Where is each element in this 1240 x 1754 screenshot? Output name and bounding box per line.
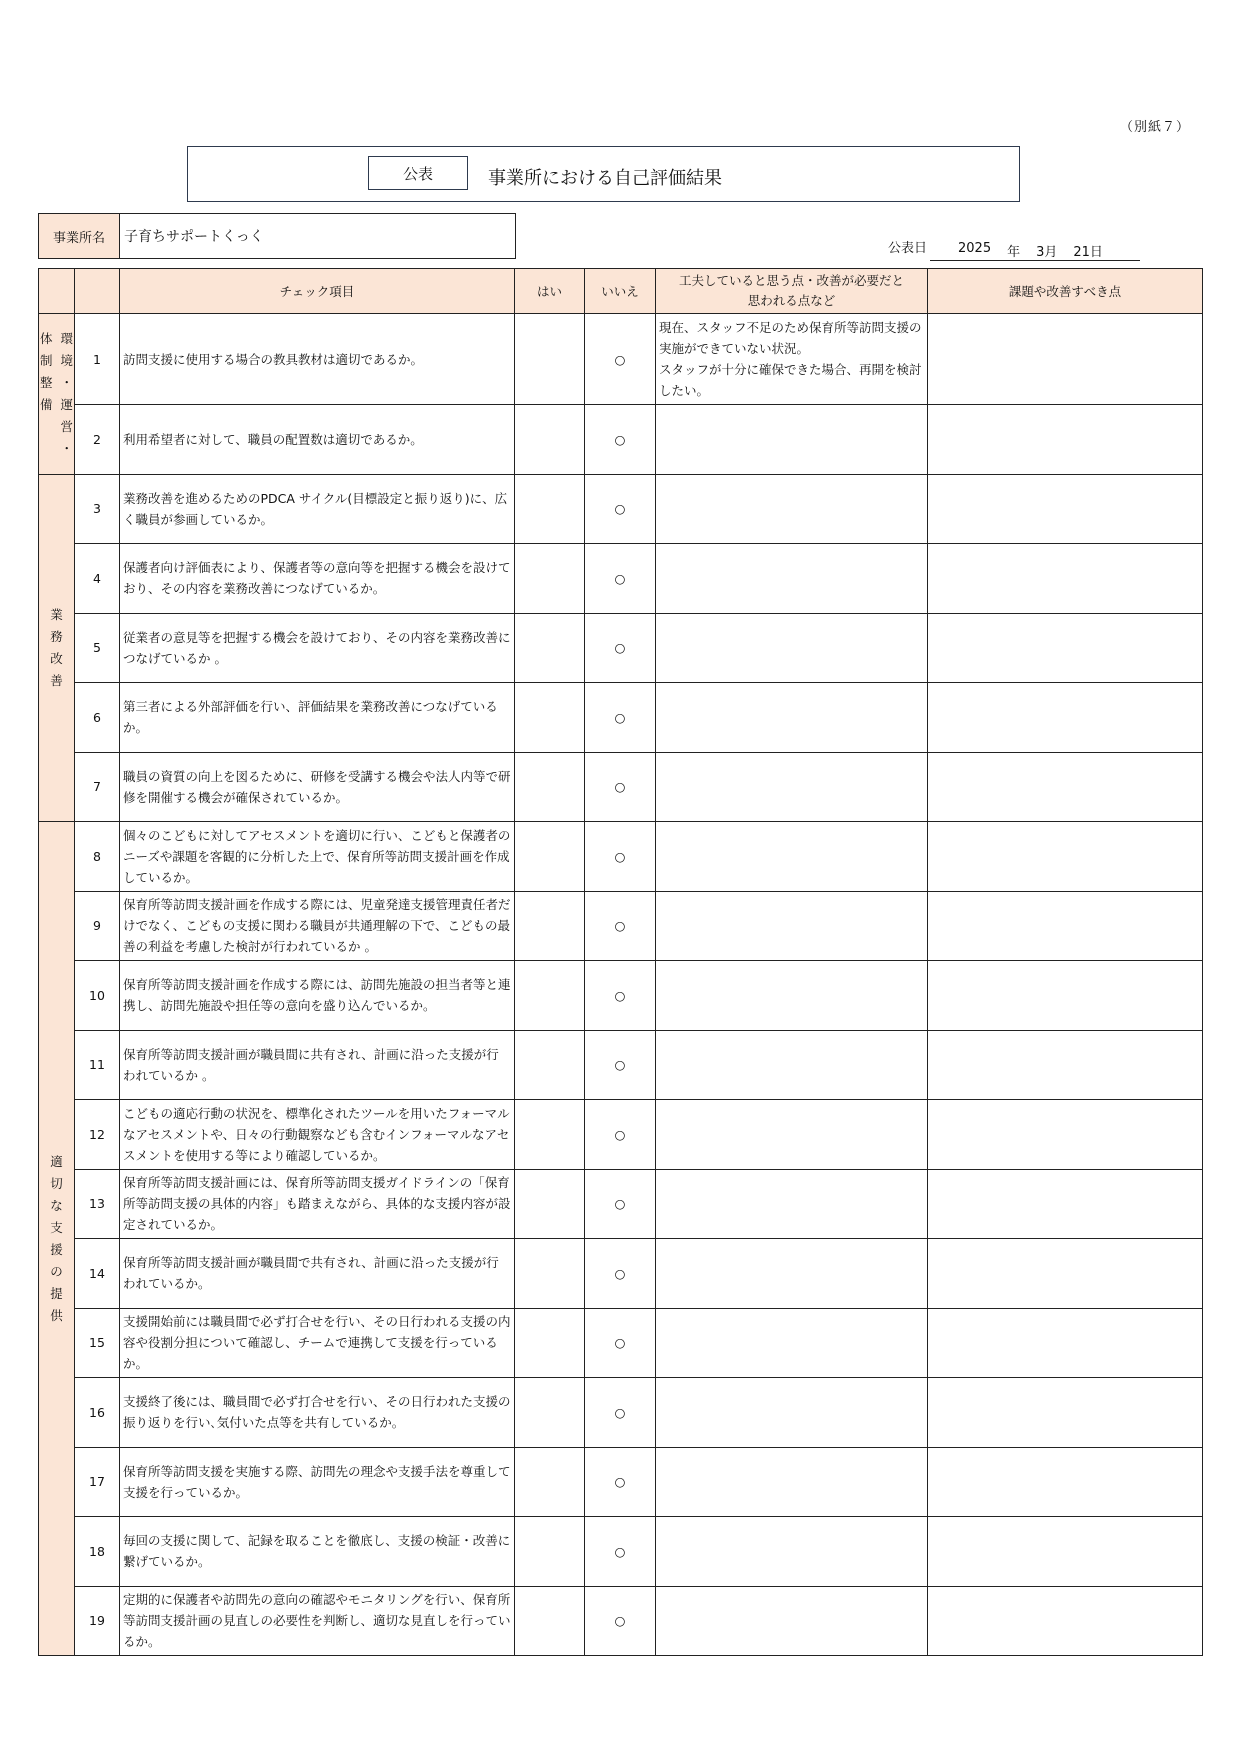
efforts-cell bbox=[656, 544, 928, 614]
check-item-text: 保育所等訪問支援計画を作成する際には、訪問先施設の担当者等と連携し、訪問先施設や担任等の意向を盛り込んでいるか。 bbox=[120, 961, 515, 1031]
category-char: ・ bbox=[60, 374, 74, 390]
yes-cell bbox=[515, 961, 585, 1031]
row-number: 17 bbox=[75, 1447, 120, 1517]
table-row bbox=[39, 1378, 1203, 1448]
row-number: 12 bbox=[75, 1100, 120, 1170]
header-no: いいえ bbox=[585, 269, 656, 314]
no-cell: ○ bbox=[585, 1517, 656, 1587]
row-number: 8 bbox=[75, 822, 120, 892]
category-char: ・ bbox=[60, 440, 74, 456]
category-char: な bbox=[50, 1197, 63, 1213]
business-name-value: 子育ちサポートくっく bbox=[124, 229, 264, 245]
efforts-cell bbox=[656, 683, 928, 753]
row-number: 6 bbox=[75, 683, 120, 753]
publication-month: 3月 bbox=[1036, 245, 1058, 260]
yes-cell bbox=[515, 1586, 585, 1656]
issues-cell bbox=[928, 1378, 1203, 1448]
no-cell: ○ bbox=[585, 1239, 656, 1309]
efforts-cell bbox=[656, 474, 928, 544]
attachment-note: （別紙７） bbox=[1119, 120, 1190, 135]
issues-cell bbox=[928, 405, 1203, 475]
no-cell: ○ bbox=[585, 613, 656, 683]
yes-cell bbox=[515, 1239, 585, 1309]
check-item-text: 職員の資質の向上を図るために、研修を受講する機会や法人内等で研修を開催する機会が確保されているか。 bbox=[120, 752, 515, 822]
row-number: 7 bbox=[75, 752, 120, 822]
publication-date-line bbox=[930, 241, 1140, 261]
issues-cell bbox=[928, 1517, 1203, 1587]
yes-cell bbox=[515, 1517, 585, 1587]
header-issues: 課題や改善すべき点 bbox=[928, 269, 1203, 314]
yes-cell bbox=[515, 1169, 585, 1239]
row-number: 3 bbox=[75, 474, 120, 544]
category-char: 体 bbox=[39, 330, 53, 346]
category-char: 支 bbox=[50, 1219, 63, 1235]
table-row bbox=[39, 1447, 1203, 1517]
efforts-cell: 現在、スタッフ不足のため保育所等訪問支援の実施ができていない状況。 スタッフが十分に確保できた場合、再開を検討したい。 bbox=[656, 314, 928, 405]
no-cell: ○ bbox=[585, 683, 656, 753]
issues-cell bbox=[928, 752, 1203, 822]
check-item-text: 利用希望者に対して、職員の配置数は適切であるか。 bbox=[120, 405, 515, 475]
no-cell: ○ bbox=[585, 1100, 656, 1170]
check-item-text: 毎回の支援に関して、記録を取ることを徹底し、支援の検証・改善に繋げているか。 bbox=[120, 1517, 515, 1587]
table-row bbox=[39, 613, 1203, 683]
issues-cell bbox=[928, 613, 1203, 683]
publication-date bbox=[888, 237, 1140, 261]
category-char: 営 bbox=[60, 418, 74, 434]
yes-cell bbox=[515, 544, 585, 614]
no-cell: ○ bbox=[585, 1447, 656, 1517]
issues-cell bbox=[928, 474, 1203, 544]
efforts-cell bbox=[656, 1030, 928, 1100]
category-char: 整 bbox=[39, 374, 53, 390]
check-item-text: 保育所等訪問支援を実施する際、訪問先の理念や支援手法を尊重して支援を行っているか。 bbox=[120, 1447, 515, 1517]
no-cell: ○ bbox=[585, 405, 656, 475]
check-item-text: 保護者向け評価表により、保護者等の意向等を把握する機会を設けており、その内容を業務改善につなげているか。 bbox=[120, 544, 515, 614]
efforts-cell bbox=[656, 613, 928, 683]
yes-cell bbox=[515, 1100, 585, 1170]
category-char: 運 bbox=[60, 396, 74, 412]
page-title: 事業所における自己評価結果 bbox=[488, 168, 722, 189]
no-cell: ○ bbox=[585, 822, 656, 892]
header-efforts-line1: 工夫していると思う点・改善が必要だと bbox=[678, 273, 904, 288]
header-efforts-line2: 思われる点など bbox=[747, 293, 836, 308]
efforts-cell bbox=[656, 1308, 928, 1378]
efforts-cell bbox=[656, 1169, 928, 1239]
business-name-box bbox=[38, 213, 516, 259]
check-item-text: 保育所等訪問支援計画を作成する際には、児童発達支援管理責任者だけでなく、こどもの支援に関わる職員が共通理解の下で、こどもの最善の利益を考慮した検討が行われているか 。 bbox=[120, 891, 515, 961]
no-cell: ○ bbox=[585, 1169, 656, 1239]
table-row bbox=[39, 1239, 1203, 1309]
row-number: 18 bbox=[75, 1517, 120, 1587]
no-cell: ○ bbox=[585, 1030, 656, 1100]
issues-cell bbox=[928, 1447, 1203, 1517]
table-row bbox=[39, 1100, 1203, 1170]
category-char: 環 bbox=[60, 330, 74, 346]
row-number: 19 bbox=[75, 1586, 120, 1656]
row-number: 5 bbox=[75, 613, 120, 683]
table-row bbox=[39, 1169, 1203, 1239]
efforts-cell bbox=[656, 752, 928, 822]
publication-date-label: 公表日 bbox=[888, 241, 928, 256]
table-row bbox=[39, 752, 1203, 822]
category-char: 改 bbox=[50, 650, 63, 666]
efforts-cell bbox=[656, 891, 928, 961]
yes-cell bbox=[515, 405, 585, 475]
yes-cell bbox=[515, 1447, 585, 1517]
public-label: 公表 bbox=[368, 156, 468, 190]
title-box bbox=[187, 146, 1020, 202]
issues-cell bbox=[928, 1239, 1203, 1309]
issues-cell bbox=[928, 1030, 1203, 1100]
check-item-text: 保育所等訪問支援計画が職員間で共有され、計画に沿った支援が行われているか。 bbox=[120, 1239, 515, 1309]
row-number: 2 bbox=[75, 405, 120, 475]
issues-cell bbox=[928, 314, 1203, 405]
check-item-text: 保育所等訪問支援計画が職員間に共有され、計画に沿った支援が行われているか 。 bbox=[120, 1030, 515, 1100]
no-cell: ○ bbox=[585, 1586, 656, 1656]
row-number: 1 bbox=[75, 314, 120, 405]
category-char: 提 bbox=[50, 1285, 63, 1301]
yes-cell bbox=[515, 1030, 585, 1100]
issues-cell bbox=[928, 822, 1203, 892]
issues-cell bbox=[928, 683, 1203, 753]
check-item-text: 訪問支援に使用する場合の教具教材は適切であるか。 bbox=[120, 314, 515, 405]
check-item-text: 定期的に保護者や訪問先の意向の確認やモニタリングを行い、保育所等訪問支援計画の見直しの必要性を判断し、適切な見直しを行っているか。 bbox=[120, 1586, 515, 1656]
yes-cell bbox=[515, 683, 585, 753]
table-row bbox=[39, 822, 1203, 892]
category-char: 備 bbox=[39, 396, 53, 412]
yes-cell bbox=[515, 1378, 585, 1448]
category-environment-operation bbox=[39, 314, 75, 475]
table-row bbox=[39, 1030, 1203, 1100]
table-row bbox=[39, 961, 1203, 1031]
row-number: 11 bbox=[75, 1030, 120, 1100]
efforts-cell bbox=[656, 1517, 928, 1587]
issues-cell bbox=[928, 961, 1203, 1031]
efforts-cell bbox=[656, 405, 928, 475]
category-char: の bbox=[50, 1263, 63, 1279]
category-appropriate-support bbox=[39, 822, 75, 1656]
table-row bbox=[39, 1517, 1203, 1587]
table-row bbox=[39, 683, 1203, 753]
check-item-text: 従業者の意見等を把握する機会を設けており、その内容を業務改善につなげているか 。 bbox=[120, 613, 515, 683]
check-item-text: 個々のこどもに対してアセスメントを適切に行い、こどもと保護者のニーズや課題を客観的に分析した上で、保育所等訪問支援計画を作成しているか。 bbox=[120, 822, 515, 892]
category-char: 制 bbox=[39, 352, 53, 368]
yes-cell bbox=[515, 613, 585, 683]
table-header-row bbox=[39, 269, 1203, 314]
row-number: 15 bbox=[75, 1308, 120, 1378]
category-char: 適 bbox=[50, 1153, 63, 1169]
check-item-text: 第三者による外部評価を行い、評価結果を業務改善につなげているか。 bbox=[120, 683, 515, 753]
issues-cell bbox=[928, 544, 1203, 614]
no-cell: ○ bbox=[585, 474, 656, 544]
issues-cell bbox=[928, 1308, 1203, 1378]
efforts-cell bbox=[656, 1586, 928, 1656]
header-category bbox=[39, 269, 75, 314]
efforts-cell bbox=[656, 1447, 928, 1517]
publication-year: 2025 bbox=[958, 241, 992, 256]
no-cell: ○ bbox=[585, 1308, 656, 1378]
yes-cell bbox=[515, 314, 585, 405]
category-char: 務 bbox=[50, 628, 63, 644]
check-item-text: 業務改善を進めるためのPDCA サイクル(目標設定と振り返り)に、広く職員が参画しているか。 bbox=[120, 474, 515, 544]
check-item-text: 支援開始前には職員間で必ず打合せを行い、その日行われる支援の内容や役割分担について確認し、チームで連携して支援を行っているか。 bbox=[120, 1308, 515, 1378]
yes-cell bbox=[515, 752, 585, 822]
header-yes: はい bbox=[515, 269, 585, 314]
efforts-cell bbox=[656, 961, 928, 1031]
efforts-cell bbox=[656, 1378, 928, 1448]
evaluation-table bbox=[38, 268, 1203, 1656]
category-char: 境 bbox=[60, 352, 74, 368]
category-char: 業 bbox=[50, 606, 63, 622]
yes-cell bbox=[515, 474, 585, 544]
no-cell: ○ bbox=[585, 1378, 656, 1448]
yes-cell bbox=[515, 1308, 585, 1378]
category-char: 切 bbox=[50, 1175, 63, 1191]
row-number: 14 bbox=[75, 1239, 120, 1309]
issues-cell bbox=[928, 1586, 1203, 1656]
no-cell: ○ bbox=[585, 544, 656, 614]
category-char: 供 bbox=[50, 1307, 63, 1323]
table-row bbox=[39, 474, 1203, 544]
row-number: 10 bbox=[75, 961, 120, 1031]
efforts-cell bbox=[656, 1100, 928, 1170]
publication-day: 21日 bbox=[1073, 245, 1103, 260]
row-number: 16 bbox=[75, 1378, 120, 1448]
table-row bbox=[39, 314, 1203, 405]
row-number: 9 bbox=[75, 891, 120, 961]
check-item-text: 支援終了後には、職員間で必ず打合せを行い、その日行われた支援の振り返りを行い､気付いた点等を共有しているか。 bbox=[120, 1378, 515, 1448]
issues-cell bbox=[928, 1100, 1203, 1170]
check-item-text: 保育所等訪問支援計画には、保育所等訪問支援ガイドラインの「保育所等訪問支援の具体的内容」も踏まえながら、具体的な支援内容が設定されているか。 bbox=[120, 1169, 515, 1239]
category-char: 援 bbox=[50, 1241, 63, 1257]
efforts-cell bbox=[656, 822, 928, 892]
publication-year-unit: 年 bbox=[1007, 245, 1021, 260]
category-business-improvement bbox=[39, 474, 75, 822]
header-number bbox=[75, 269, 120, 314]
table-row bbox=[39, 1586, 1203, 1656]
yes-cell bbox=[515, 891, 585, 961]
table-row bbox=[39, 544, 1203, 614]
efforts-cell bbox=[656, 1239, 928, 1309]
check-item-text: こどもの適応行動の状況を、標準化されたツールを用いたフォーマルなアセスメントや、日々の行動観察なども含むインフォーマルなアセスメントを使用する等により確認しているか。 bbox=[120, 1100, 515, 1170]
business-name-label: 事業所名 bbox=[39, 214, 120, 258]
issues-cell bbox=[928, 891, 1203, 961]
row-number: 13 bbox=[75, 1169, 120, 1239]
table-row bbox=[39, 405, 1203, 475]
row-number: 4 bbox=[75, 544, 120, 614]
issues-cell bbox=[928, 1169, 1203, 1239]
category-char: 善 bbox=[50, 672, 63, 688]
no-cell: ○ bbox=[585, 314, 656, 405]
yes-cell bbox=[515, 822, 585, 892]
table-row bbox=[39, 1308, 1203, 1378]
header-check-item: チェック項目 bbox=[120, 269, 515, 314]
table-row bbox=[39, 891, 1203, 961]
no-cell: ○ bbox=[585, 752, 656, 822]
no-cell: ○ bbox=[585, 891, 656, 961]
no-cell: ○ bbox=[585, 961, 656, 1031]
header-efforts bbox=[656, 269, 928, 314]
